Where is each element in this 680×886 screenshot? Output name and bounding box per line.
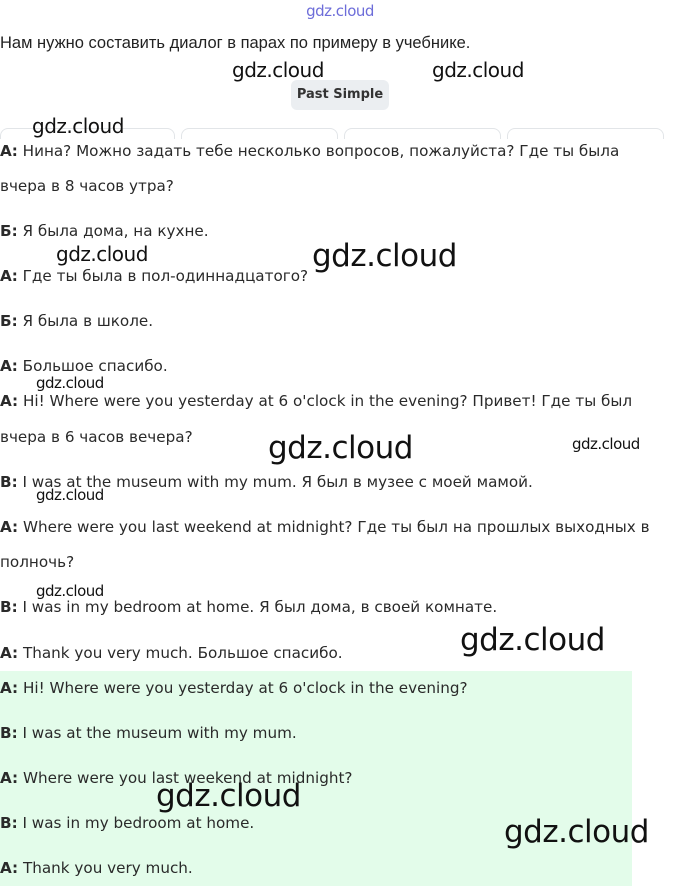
line-text: Thank you very much. <box>22 859 193 877</box>
line-text: Where were you last weekend at midnight? Где ты был на прошлых выходных в <box>22 518 650 536</box>
speaker-label: A: <box>0 769 19 787</box>
watermark: gdz.cloud <box>36 374 104 392</box>
speaker-label: A: <box>0 859 19 877</box>
speaker-label: А: <box>0 357 18 375</box>
watermark: gdz.cloud <box>36 582 104 600</box>
dialog-line <box>0 598 497 616</box>
dialog-line <box>0 177 174 195</box>
dialog-line <box>0 267 308 285</box>
speaker-label: B: <box>0 473 18 491</box>
line-text: Я была дома, на кухне. <box>22 222 209 240</box>
line-text: Нина? Можно задать тебе несколько вопросов, пожалуйста? Где ты была <box>22 142 620 160</box>
line-text: Thank you very much. Большое спасибо. <box>22 644 343 662</box>
dialog-line <box>0 392 632 410</box>
watermark: gdz.cloud <box>232 58 324 82</box>
line-text: вчера в 6 часов вечера? <box>0 428 193 446</box>
dialog-line <box>0 518 650 536</box>
line-text: Я была в школе. <box>22 312 154 330</box>
site-logo[interactable]: gdz.cloud <box>306 2 374 20</box>
watermark: gdz.cloud <box>572 435 640 453</box>
answer-line <box>0 679 468 697</box>
speaker-label: А: <box>0 267 18 285</box>
tab-outline[interactable] <box>344 128 501 139</box>
line-text: Hi! Where were you yesterday at 6 o'clock in the evening? Привет! Где ты был <box>22 392 633 410</box>
watermark: gdz.cloud <box>432 58 524 82</box>
dialog-line <box>0 553 74 571</box>
speaker-label: B: <box>0 598 18 616</box>
line-text: вчера в 8 часов утра? <box>0 177 174 195</box>
tab-outline[interactable] <box>507 128 664 139</box>
line-text: Где ты была в пол-одиннадцатого? <box>22 267 309 285</box>
speaker-label: B: <box>0 814 18 832</box>
watermark: gdz.cloud <box>312 238 457 274</box>
watermark: gdz.cloud <box>36 486 104 504</box>
line-text: I was in my bedroom at home. <box>22 814 255 832</box>
speaker-label: A: <box>0 679 19 697</box>
line-text: полночь? <box>0 553 75 571</box>
watermark: gdz.cloud <box>460 622 605 658</box>
speaker-label: А: <box>0 142 18 160</box>
dialog-line <box>0 357 168 375</box>
watermark: gdz.cloud <box>56 242 148 266</box>
speaker-label: B: <box>0 724 18 742</box>
dialog-line <box>0 222 209 240</box>
line-text: Большое спасибо. <box>22 357 168 375</box>
line-text: Where were you last weekend at midnight? <box>22 769 353 787</box>
line-text: I was at the museum with my mum. <box>22 724 297 742</box>
watermark: gdz.cloud <box>268 430 413 466</box>
speaker-label: A: <box>0 392 19 410</box>
dialog-line <box>0 644 343 662</box>
speaker-label: Б: <box>0 222 18 240</box>
dialog-line <box>0 142 619 160</box>
line-text: Hi! Where were you yesterday at 6 o'clock in the evening? <box>22 679 468 697</box>
dialog-line <box>0 428 193 446</box>
answer-line <box>0 859 193 877</box>
past-simple-button[interactable]: Past Simple <box>291 80 389 110</box>
answer-line <box>0 814 254 832</box>
dialog-line <box>0 312 153 330</box>
tab-outline[interactable] <box>181 128 338 139</box>
line-text: I was in my bedroom at home. Я был дома, в своей комнате. <box>22 598 498 616</box>
line-text: I was at the museum with my mum. Я был в музее с моей мамой. <box>22 473 533 491</box>
speaker-label: A: <box>0 644 19 662</box>
watermark: gdz.cloud <box>504 814 649 850</box>
speaker-label: Б: <box>0 312 18 330</box>
speaker-label: A: <box>0 518 19 536</box>
task-intro: Нам нужно составить диалог в парах по примеру в учебнике. <box>0 34 471 52</box>
answer-line <box>0 724 297 742</box>
watermark: gdz.cloud <box>32 114 124 138</box>
watermark: gdz.cloud <box>156 778 301 814</box>
